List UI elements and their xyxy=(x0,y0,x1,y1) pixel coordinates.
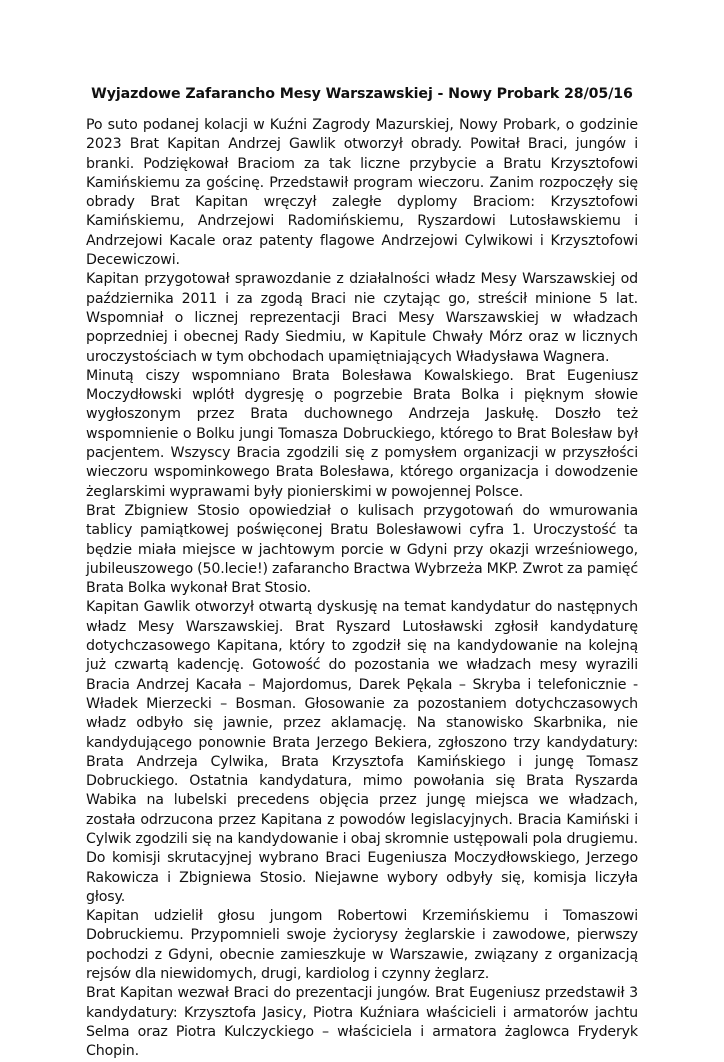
paragraph-jungs: Kapitan udzielił głosu jungom Robertowi Krzemińskiemu i Tomaszowi Dobruckiemu. Przypomnieli swoje życiorysy żeglarskie i zawodowe, pierwszy pochodzi z Gdyni, obecnie zamieszkuje w Warszawie, związany z organizacją rejsów dla niewidomych, drugi, kardiolog i czynny żeglarz. xyxy=(86,908,638,983)
paragraph-report: Kapitan przygotował sprawozdanie z działalności władz Mesy Warszawskiej od października 2011 i za zgodą Braci nie czytając go, streścił minione 5 lat. Wspomniał o licznej reprezentacji Braci Mesy Warszawskiej w władzach poprzedniej i obecnej Rady Siedmiu, w Kapitule Chwały Mórz oraz w licznych uroczystościach w tym obchodach upamiętniających Władysława Wagnera. xyxy=(86,271,638,365)
paragraph-remembrance: Minutą ciszy wspomniano Brata Bolesława Kowalskiego. Brat Eugeniusz Moczydłowski wplótł dygresję o pogrzebie Brata Bolka i pięknym słowie wygłoszonym przez Brata duchownego Andrzeja Jaskułę. Doszło też wspomnienie o Bolku jungi Tomasza Dobruckiego, którego to Brat Bolesław był pacjentem. Wszyscy Bracia zgodzili się z pomysłem organizacji w przyszłości wieczoru wspominkowego Brata Bolesława, którego organizacja i dowodzenie żeglarskimi wyprawami były pionierskimi w powojennej Polsce. xyxy=(86,367,638,500)
paragraph-elections: Kapitan Gawlik otworzył otwartą dyskusję na temat kandydatur do następnych władz Mesy Warszawskiej. Brat Ryszard Lutosławski zgłosił kandydaturę dotychczasowego Kapitana, który to zgodził się na kandydowanie na kolejną już czwartą kadencję. Gotowość do pozostania we władzach mesy wyrazili Bracia Andrzej Kacała – Majordomus, Darek Pękala – Skryba i telefonicznie - Władek Mierzecki – Bosman. Głosowanie za pozostaniem dotychczasowych władz odbyło się jawnie, przez aklamację. Na stanowisko Skarbnika, nie kandydującego ponownie Brata Jerzego Bekiera, zgłoszono trzy kandydatury: Brata Andrzeja Cylwika, Brata Krzysztofa Kamińskiego i jungę Tomasz Dobruckiego. Ostatnia kandydatura, mimo powołania się Brata Ryszarda Wabika na lubelski precedens objęcia przez jungę miejsca we władzach, została odrzucona przez Kapitana z powodów legislacyjnych. Bracia Kamiński i Cylwik zgodzili się na kandydowanie i obaj skromnie ustępowali pola drugiemu. Do komisji skrutacyjnej wybrano Braci Eugeniusza Moczydłowskiego, Jerzego Rakowicza i Zbigniewa Stosio. Niejawne wybory odbyły się, komisja liczyła głosy. xyxy=(86,599,638,905)
document-page xyxy=(86,86,638,1062)
document-title: Wyjazdowe Zafarancho Mesy Warszawskiej - Nowy Probark 28/05/16 xyxy=(91,86,633,102)
paragraph-memorial-plaque: Brat Zbigniew Stosio opowiedział o kulisach przygotowań do wmurowania tablicy pamiątkowej poświęconej Bratu Bolesławowi cyfra 1. Uroczystość ta będzie miała miejsce w jachtowym porcie w Gdyni przy okazji wrześniowego, jubileuszowego (50.lecie!) zafarancho Bractwa Wybrzeża MKP. Zwrot za pamięć Brata Bolka wykonał Brat Stosio. xyxy=(86,502,638,597)
paragraph-candidates: Brat Kapitan wezwał Braci do prezentacji jungów. Brat Eugeniusz przedstawił 3 kandydatury: Krzysztofa Jasicy, Piotra Kuźniara właścicieli i armatorów jachtu Selma oraz Piotra Kulczyckiego – właściciela i armatora żaglowca Fryderyk Chopin. xyxy=(86,985,638,1060)
paragraph-opening: Po suto podanej kolacji w Kuźni Zagrody Mazurskiej, Nowy Probark, o godzinie 2023 Brat Kapitan Andrzej Gawlik otworzył obrady. Powitał Braci, jungów i branki. Podziękował Braciom za tak liczne przybycie a Bratu Krzysztofowi Kamińskiemu za gościnę. Przedstawił program wieczoru. Zanim rozpoczęły się obrady Brat Kapitan wręczył zaległe dyplomy Braciom: Krzysztofowi Kamińskiemu, Andrzejowi Radomińskiemu, Ryszardowi Lutosławskiemu i Andrzejowi Kacale oraz patenty flagowe Andrzejowi Cylwikowi i Krzysztofowi Decewiczowi. xyxy=(86,117,638,269)
